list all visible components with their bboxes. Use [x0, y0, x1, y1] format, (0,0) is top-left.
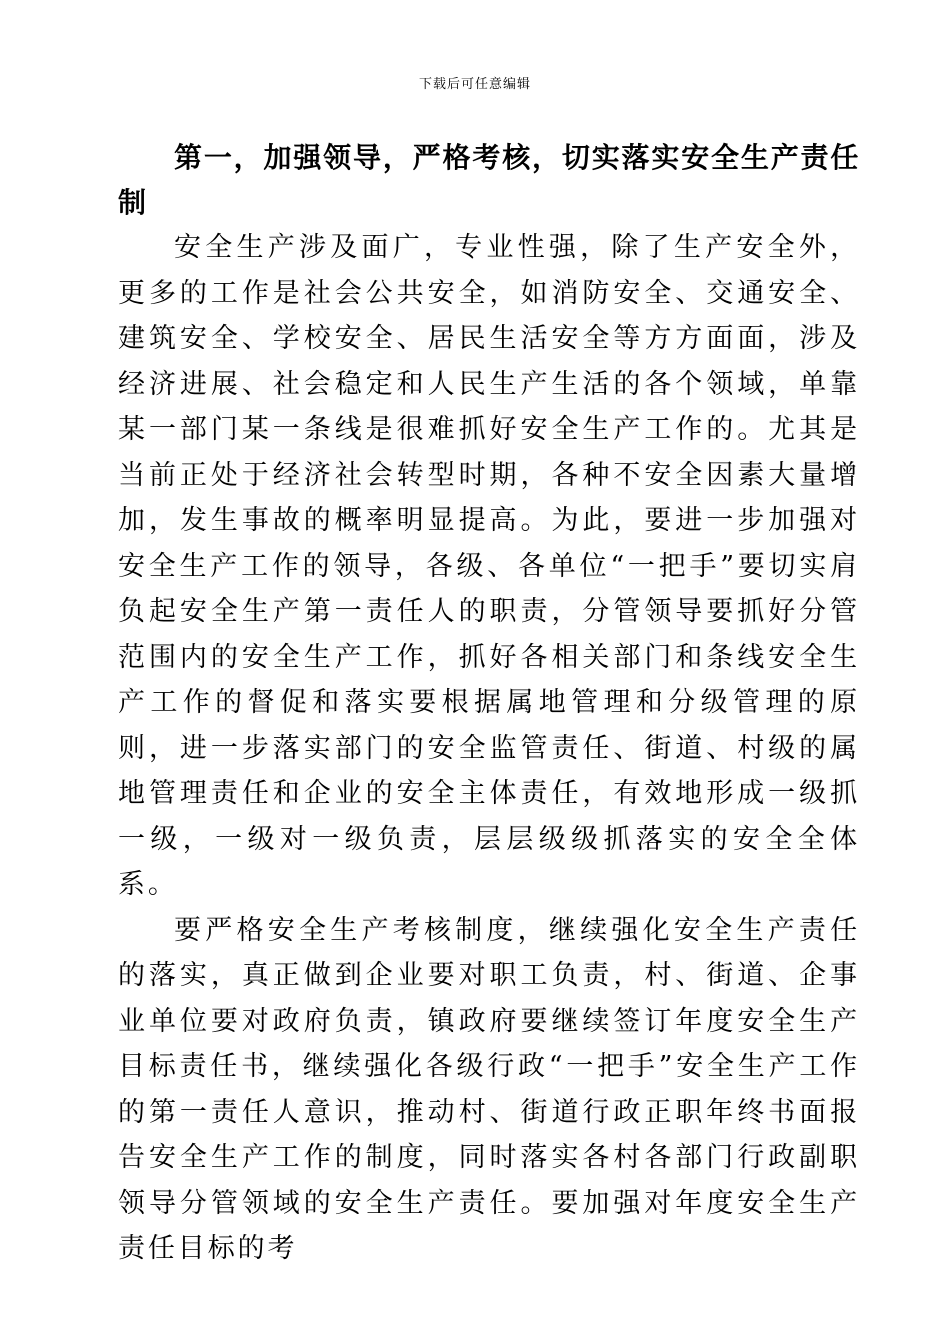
paragraph-1: 安全生产涉及面广，专业性强，除了生产安全外，更多的工作是社会公共安全，如消防安全、交通安全、建筑安全、学校安全、居民生活安全等方方面面，涉及经济进展、社会稳定和人民生产生活的各个领域，单靠某一部门某一条线是很难抓好安全生产工作的。尤其是当前正处于经济社会转型时期，各种不安全因素大量增加，发生事故的概率明显提高。为此，要进一步加强对安全生产工作的领导，各级、各单位“一把手”要切实肩负起安全生产第一责任人的职责，分管领导要抓好分管范围内的安全生产工作，抓好各相关部门和条线安全生产工作的督促和落实要根据属地管理和分级管理的原则，进一步落实部门的安全监管责任、街道、村级的属地管理责任和企业的安全主体责任，有效地形成一级抓一级，一级对一级负责，层层级级抓落实的安全全体系。 [118, 232, 860, 900]
section-heading: 第一，加强领导，严格考核，切实落实安全生产责任制 [118, 141, 860, 219]
document-body [118, 135, 860, 1272]
paragraph-2: 要严格安全生产考核制度，继续强化安全生产责任的落实，真正做到企业要对职工负责，村、街道、企事业单位要对政府负责，镇政府要继续签订年度安全生产目标责任书，继续强化各级行政“一把手”安全生产工作的第一责任人意识，推动村、街道行政正职年终书面报告安全生产工作的制度，同时落实各村各部门行政副职领导分管领域的安全生产责任。要加强对年度安全生产责任目标的考 [118, 914, 860, 1264]
page-header-note: 下载后可任意编辑 [418, 77, 531, 92]
